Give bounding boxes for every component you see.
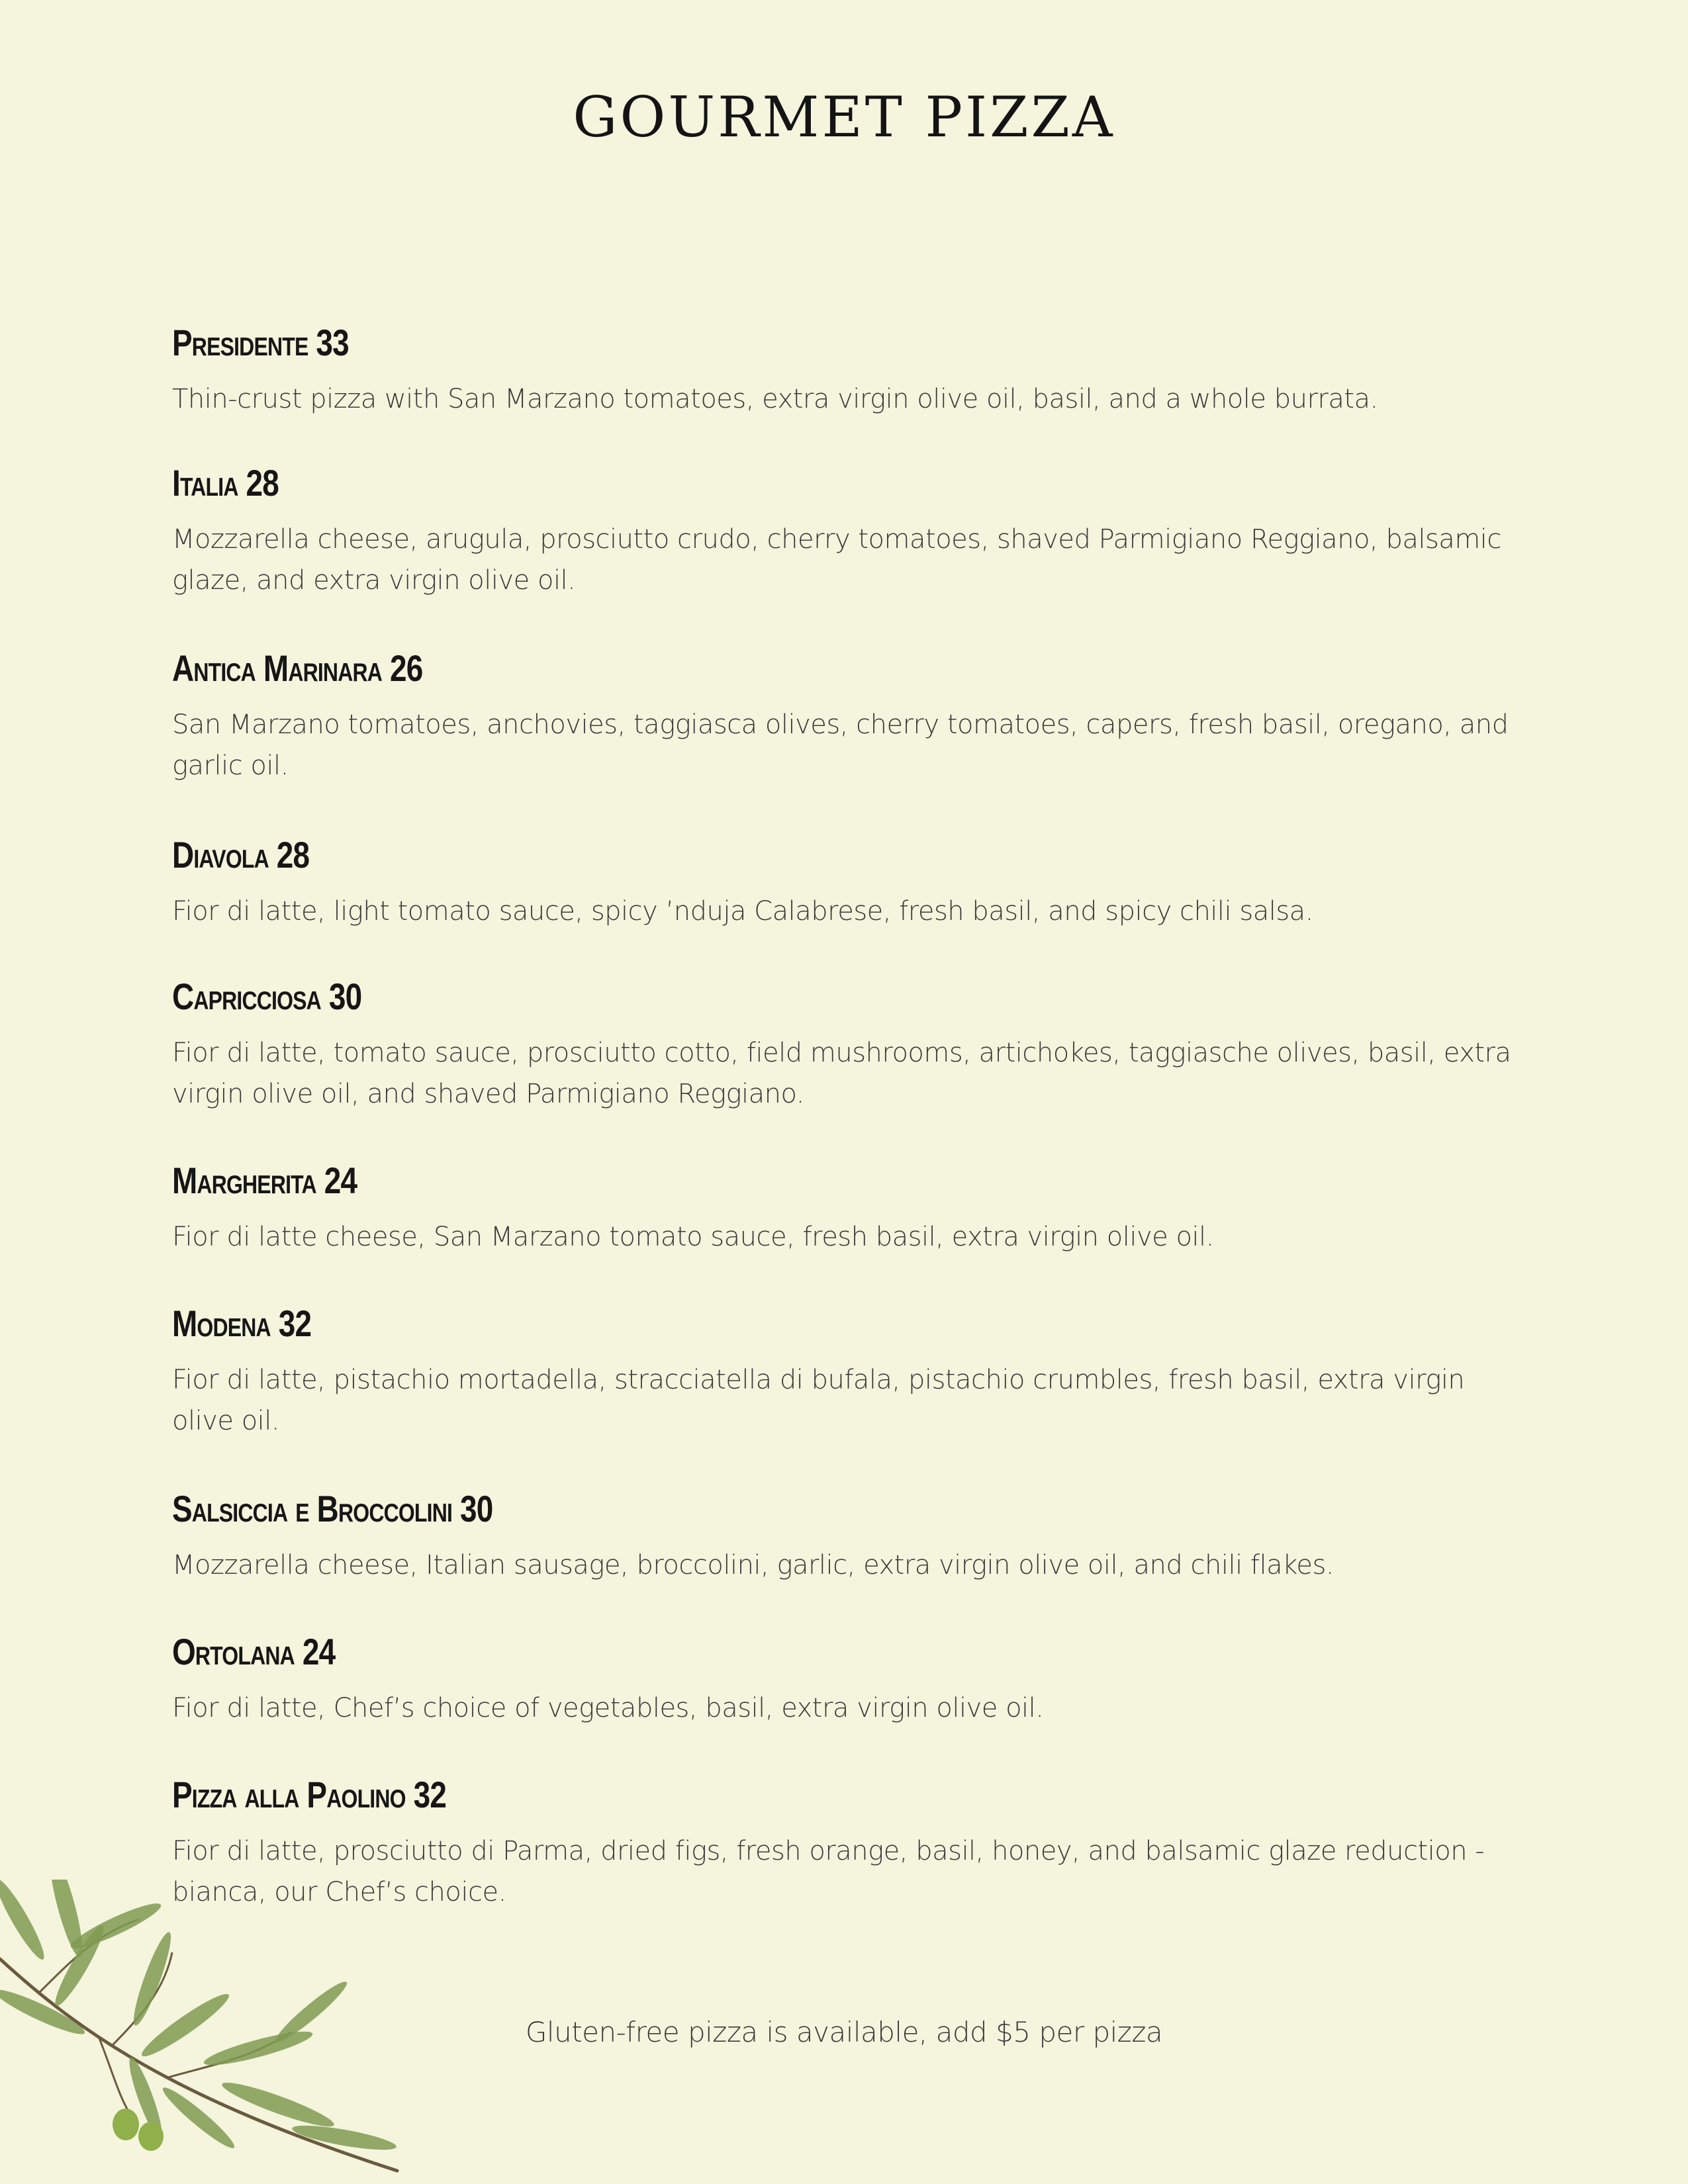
item-description: Mozzarella cheese, arugula, prosciutto crudo, cherry tomatoes, shaved Parmigiano Reggiano, balsamic glaze, and extra virgin olive oil. <box>172 524 1501 596</box>
olive-leaf <box>128 1929 177 2028</box>
menu-item-diavola <box>172 834 1523 932</box>
item-name: Diavola <box>172 834 269 876</box>
olive-leaf <box>202 2025 315 2071</box>
item-name: Pizza alla Paolino <box>172 1774 406 1815</box>
item-name: Antica Marinara <box>172 647 383 689</box>
item-price: 28 <box>276 834 310 876</box>
item-name: Salsiccia e Broccolini <box>172 1488 453 1529</box>
item-heading <box>172 1162 1280 1199</box>
item-price: 24 <box>302 1631 336 1672</box>
item-name: Italia <box>172 462 238 504</box>
olive-leaf <box>219 2076 337 2133</box>
olive-leaf <box>271 1977 351 2048</box>
item-name: Capricciosa <box>172 976 321 1017</box>
item-price: 30 <box>328 976 362 1017</box>
item-description: Thin-crust pizza with San Marzano tomatoes, extra virgin olive oil, basil, and a whole burrata. <box>172 384 1378 414</box>
olive-branch-icon <box>0 1880 410 2184</box>
gluten-free-note: Gluten-free pizza is available, add $5 per pizza <box>525 2016 1163 2048</box>
branch-twig <box>99 2038 132 2118</box>
menu-item-ortolana <box>172 1633 1523 1729</box>
menu-item-capricciosa <box>172 978 1523 1115</box>
item-description: Fior di latte, prosciutto di Parma, dried figs, fresh orange, basil, honey, and balsamic glaze reduction - bianca, our Chef’s choice. <box>172 1836 1485 1907</box>
item-description: Fior di latte, Chef’s choice of vegetables, basil, extra virgin olive oil. <box>172 1693 1044 1723</box>
olive-fruit <box>138 2122 164 2151</box>
item-price: 26 <box>389 647 423 689</box>
menu-item-salsiccia-e-broccolini <box>172 1490 1523 1586</box>
menu-item-antica-marinara <box>172 647 1523 786</box>
olive-fruit <box>113 2109 139 2140</box>
item-heading <box>172 834 1280 876</box>
item-name: Presidente <box>172 322 308 363</box>
item-heading <box>172 1776 1280 1813</box>
menu-item-modena <box>172 1302 1523 1441</box>
page-title: GOURMET PIZZA <box>573 85 1115 150</box>
olive-branch-illustration <box>0 1880 398 2171</box>
item-price: 32 <box>278 1302 312 1344</box>
olive-leaf <box>0 1983 88 2040</box>
item-heading <box>172 324 1280 361</box>
item-name: Margherita <box>172 1160 316 1201</box>
item-heading <box>172 978 1280 1015</box>
olive-leaf <box>0 1880 50 1964</box>
item-description: Fior di latte, pistachio mortadella, stracciatella di bufala, pistachio crumbles, fresh basil, extra virgin olive oil. <box>172 1365 1465 1436</box>
item-price: 24 <box>324 1160 357 1201</box>
item-description: Mozzarella cheese, Italian sausage, broccolini, garlic, extra virgin olive oil, and chili flakes. <box>172 1550 1335 1580</box>
item-heading <box>172 462 1280 504</box>
item-description: Fior di latte cheese, San Marzano tomato sauce, fresh basil, extra virgin olive oil. <box>172 1222 1214 1252</box>
item-heading <box>172 1490 1280 1527</box>
item-heading <box>172 1633 1280 1670</box>
item-name: Modena <box>172 1302 271 1344</box>
item-price: 28 <box>246 462 279 504</box>
item-price: 33 <box>316 322 349 363</box>
item-description: San Marzano tomatoes, anchovies, taggiasca olives, cherry tomatoes, capers, fresh basil, oregano, and garlic oil. <box>172 709 1509 781</box>
item-price: 30 <box>459 1488 493 1529</box>
item-heading <box>172 647 1280 689</box>
menu-item-italia <box>172 462 1523 601</box>
item-description: Fior di latte, light tomato sauce, spicy ’nduja Calabrese, fresh basil, and spicy chili salsa. <box>172 896 1313 927</box>
item-name: Ortolana <box>172 1631 295 1672</box>
menu-item-presidente <box>172 324 1523 420</box>
item-heading <box>172 1302 1280 1344</box>
item-price: 32 <box>413 1774 447 1815</box>
menu-item-margherita <box>172 1162 1523 1257</box>
olive-leaf <box>68 1897 165 1955</box>
item-description: Fior di latte, tomato sauce, prosciutto cotto, field mushrooms, artichokes, taggiasche olives, basil, extra virgin olive oil, and shaved Parmigiano Reggiano. <box>172 1038 1511 1109</box>
